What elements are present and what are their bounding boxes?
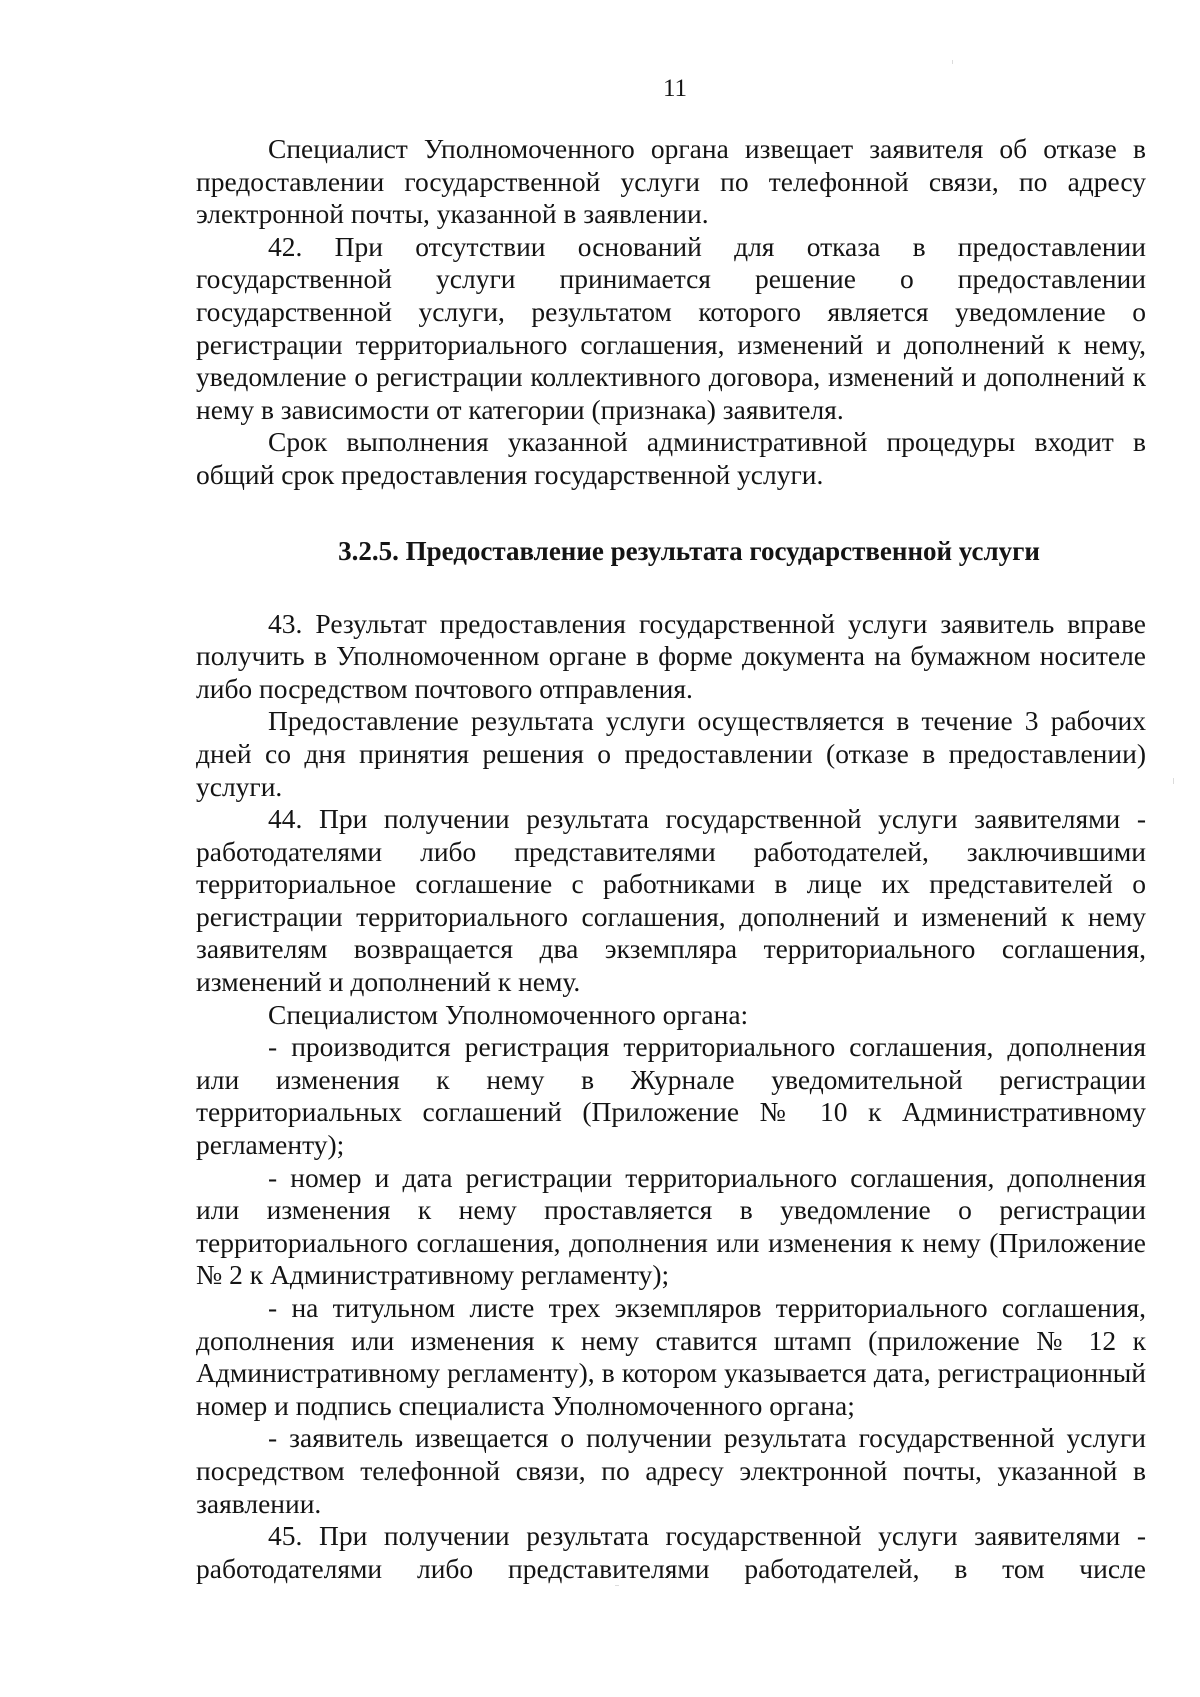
paragraph-43-result: 43. Результат предоставления государственной услуги заявитель вправе получить в Уполномоченном органе в форме документа на бумажном носителе либо посредством почтового отправления. — [196, 607, 1146, 704]
paragraph-42-decision: 42. При отсутствии оснований для отказа в предоставлении государственной услуги принимается решение о предоставлении государственной услуги, результатом которого является уведомление о регистрации территориального соглашения, изменений и дополнений к нему, уведомление о регистрации коллективного договора, изменений и дополнений к нему в зависимости от категории (признака) заявителя. — [196, 230, 1146, 425]
scan-speck — [1173, 778, 1174, 784]
section-heading-3-2-5: 3.2.5. Предоставление результата государственной услуги — [338, 535, 1040, 566]
paragraph-procedure-term: Срок выполнения указанной административной процедуры входит в общий срок предоставления государственной услуги. — [196, 426, 1146, 490]
scan-speck — [615, 1585, 619, 1586]
page-number: 11 — [662, 75, 688, 102]
paragraph-44-receiving-result: 44. При получении результата государственной услуги заявителями - работодателями либо представителями работодателей, заключившими территориальное соглашение с работниками в лице их представителей о регистрации территориального соглашения, дополнений и изменений к нему заявителям возвращается два экземпляра территориального соглашения, изменений и дополнений к нему. — [196, 803, 1146, 998]
list-item-registration-journal: - производится регистрация территориального соглашения, дополнения или изменения к нему в Журнале уведомительной регистрации территориальных соглашений (Приложение № 10 к Административному регламенту); — [196, 1031, 1146, 1161]
document-body — [196, 133, 1146, 1585]
list-item-registration-number-date: - номер и дата регистрации территориального соглашения, дополнения или изменения к нему проставляется в уведомление о регистрации территориального соглашения, дополнения или изменения к нему (Приложение № 2 к Административному регламенту); — [196, 1161, 1146, 1291]
paragraph-refusal-notification: Специалист Уполномоченного органа извещает заявителя об отказе в предоставлении государственной услуги по телефонной связи, по адресу электронной почты, указанной в заявлении. — [196, 133, 1146, 230]
list-item-applicant-notified: - заявитель извещается о получении результата государственной услуги посредством телефонной связи, по адресу электронной почты, указанной в заявлении. — [196, 1422, 1146, 1519]
paragraph-45-receiving-result: 45. При получении результата государственной услуги заявителями - работодателями либо представителями работодателей, в том числе — [196, 1520, 1146, 1584]
paragraph-specialist-actions-intro: Специалистом Уполномоченного органа: — [268, 998, 749, 1030]
paragraph-result-delivery-time: Предоставление результата услуги осуществляется в течение 3 рабочих дней со дня принятия решения о предоставлении (отказе в предоставлении) услуги. — [196, 705, 1146, 802]
scan-speck — [952, 60, 953, 64]
list-item-title-page-stamp: - на титульном листе трех экземпляров территориального соглашения, дополнения или изменения к нему ставится штамп (приложение № 12 к Административному регламенту), в котором указывается дата, регистрационный номер и подпись специалиста Уполномоченного органа; — [196, 1292, 1146, 1421]
